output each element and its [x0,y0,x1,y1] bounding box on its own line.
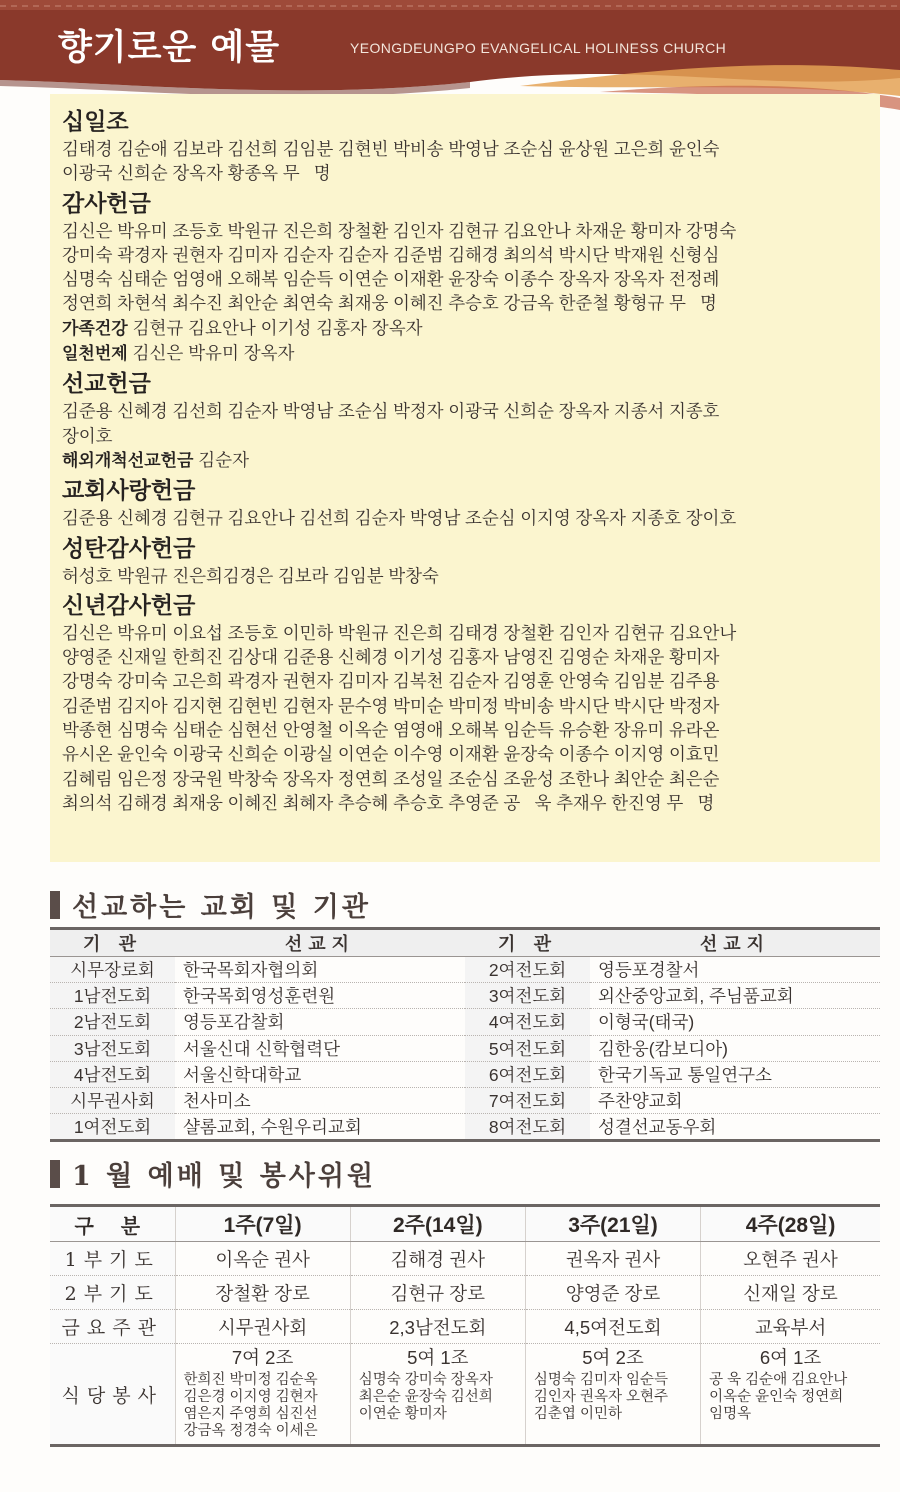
kitchen-members-cell: 심명숙 강미숙 장옥자 최은순 윤장숙 김선희 이연순 황미자 [350,1370,525,1446]
mission-place-cell: 한국기독교 통일연구소 [590,1061,880,1087]
new-year-names-line: 김혜림 임은정 장국원 박창숙 장옥자 정연희 조성일 조순심 조윤성 조한나 최안순 최은순 [62,768,720,789]
org-cell: 1남전도회 [50,983,175,1009]
org-cell: 6여전도회 [465,1061,590,1087]
page-title: 향기로운 예물 [58,28,281,68]
thanks-names-line: 강미숙 곽경자 권현자 김미자 김순자 김순자 김준범 김해경 최의석 박시단 박재원 신형심 [62,244,720,265]
new-year-names-line: 박종현 심명숙 심태순 심현선 안영철 이옥순 염영애 오해복 임순득 유승환 장유미 유라온 [62,720,720,741]
mission-place-cell: 영등포경찰서 [590,957,880,983]
service-section-header [50,1154,376,1193]
table-row [50,1087,880,1113]
mission-place-cell: 성결선교동우회 [590,1114,880,1141]
table-row [50,983,880,1009]
assignment-cell: 이옥순 권사 [175,1242,350,1276]
assignment-cell: 신재일 장로 [701,1276,880,1310]
new-year-names-line: 양영준 신재일 한희진 김상대 김준용 신혜경 이기성 김홍자 남영진 김영순 차재운 황미자 [62,647,720,668]
org-cell: 1여전도회 [50,1114,175,1141]
mission-place-cell: 서울신대 신학협력단 [175,1035,465,1061]
kitchen-role-cell: 식당봉사 [50,1344,175,1446]
org-cell: 시무권사회 [50,1087,175,1113]
new-year-names-line: 유시온 윤인숙 이광국 신희순 이광실 이연순 이수영 이재환 윤장숙 이종수 이지영 이효민 [62,744,720,765]
org-cell: 2남전도회 [50,1009,175,1035]
mission-place-cell: 한국목회영성훈련원 [175,983,465,1009]
org-cell: 7여전도회 [465,1087,590,1113]
kitchen-members-cell: 심명숙 김미자 임순득 김인자 권옥자 오현주 김춘엽 이민하 [525,1370,700,1446]
role-cell: 1부기도 [50,1242,175,1276]
mission-table-header-row [50,929,880,957]
column-header: 구 분 [50,1206,175,1242]
role-cell: 2부기도 [50,1276,175,1310]
service-table [50,1204,880,1447]
section-marker [50,891,60,919]
column-header: 4주(28일) [701,1206,880,1242]
assignment-cell: 교육부서 [701,1310,880,1344]
mission-section-header [50,885,371,924]
first-1000-line [62,341,862,366]
tithe-names-line: 이광국 신희순 장옥자 황종옥 무 명 [62,163,331,184]
tithe-names-line: 김태경 김순애 김보라 김선희 김임분 김현빈 박비송 박영남 조순심 윤상원 고은희 윤인숙 [62,139,720,159]
christmas-names-line: 허성호 박원규 진은희김경은 김보라 김임분 박창숙 [62,565,439,586]
service-section-title: 1 월 예배 및 봉사위원 [72,1161,377,1192]
column-header: 2주(14일) [350,1206,525,1242]
table-row [50,957,880,983]
assignment-cell: 2,3남전도회 [350,1310,525,1344]
org-cell: 3여전도회 [465,983,590,1009]
mission-place-cell: 천사미소 [175,1087,465,1113]
mission-place-cell: 김한웅(캄보디아) [590,1035,880,1061]
kitchen-members-cell: 공 욱 김순애 김요안나 이옥순 윤인숙 정연희 임명옥 [701,1370,880,1446]
missions-title: 선교헌금 [62,371,151,398]
kitchen-members-cell: 한희진 박미정 김순옥 김은경 이지영 김현자 염은지 주영희 심진선 강금옥 정경숙 이세은 [175,1370,350,1446]
column-header: 1주(7일) [175,1206,350,1242]
mission-section-title: 선교하는 교회 및 기관 [72,892,371,923]
kitchen-team-cell: 5여 2조 [525,1344,700,1371]
kitchen-team-cell: 5여 1조 [350,1344,525,1371]
mission-place-cell: 한국목회자협의회 [175,957,465,983]
assignment-cell: 4,5여전도회 [525,1310,700,1344]
missions-names-line: 김준용 신혜경 김선희 김순자 박영남 조순심 박정자 이광국 신희순 장옥자 지종서 지종호 [62,401,720,422]
org-cell: 4남전도회 [50,1061,175,1087]
mission-place-cell: 이형국(태국) [590,1009,880,1035]
family-health-label: 가족건강 [62,318,128,339]
org-cell: 시무장로회 [50,957,175,983]
column-header: 선교지 [590,929,880,957]
overseas-line [62,448,862,473]
assignment-cell: 권옥자 권사 [525,1242,700,1276]
org-cell: 5여전도회 [465,1035,590,1061]
first-1000-names: 김신은 박유미 장옥자 [132,343,295,364]
new-year-names-line: 김준범 김지아 김지현 김현빈 김현자 문수영 박미순 박미정 박비송 박시단 박시단 박정자 [62,695,720,716]
table-row [50,1009,880,1035]
overseas-label: 해외개척선교헌금 [62,450,194,471]
church-love-title: 교회사랑헌금 [62,478,196,505]
column-header: 기 관 [465,929,590,957]
kitchen-team-cell: 7여 2조 [175,1344,350,1371]
new-year-names-line: 최의석 김해경 최재웅 이혜진 최혜자 추승혜 추승호 추영준 공 욱 추재우 한진영 무 명 [62,792,715,813]
missions-names-line: 장이호 [62,425,113,446]
table-row [50,1242,880,1276]
new-year-title: 신년감사헌금 [62,592,196,619]
thanks-names-line: 김신은 박유미 조등호 박원규 진은희 장철환 김인자 김현규 김요안나 차재운 황미자 강명숙 [62,220,737,241]
new-year-names-line: 강명숙 강미숙 고은희 곽경자 권현자 김미자 김복천 김순자 김영훈 안영숙 김임분 김주용 [62,671,720,692]
first-1000-label: 일천번제 [62,344,128,365]
column-header: 선교지 [175,929,465,957]
assignment-cell: 김해경 권사 [350,1242,525,1276]
kitchen-members-row [50,1370,880,1446]
new-year-names-line: 김신은 박유미 이요섭 조등호 이민하 박원규 진은희 김태경 장철환 김인자 김현규 김요안나 [62,622,737,643]
family-health-names: 김현규 김요안나 이기성 김홍자 장옥자 [132,317,423,338]
mission-place-cell: 서울신학대학교 [175,1061,465,1087]
mission-place-cell: 주찬양교회 [590,1087,880,1113]
family-health-line [62,316,862,341]
column-header: 3주(21일) [525,1206,700,1242]
column-header: 기 관 [50,929,175,957]
assignment-cell: 양영준 장로 [525,1276,700,1310]
assignment-cell: 오현주 권사 [701,1242,880,1276]
table-row [50,1276,880,1310]
org-cell: 3남전도회 [50,1035,175,1061]
org-cell: 4여전도회 [465,1009,590,1035]
mission-place-cell: 외산중앙교회, 주님품교회 [590,983,880,1009]
kitchen-team-cell: 6여 1조 [701,1344,880,1371]
service-table-header-row [50,1206,880,1242]
table-row [50,1114,880,1141]
mission-place-cell: 영등포감찰회 [175,1009,465,1035]
mission-place-cell: 샬롬교회, 수원우리교회 [175,1114,465,1141]
thanks-names-line: 심명숙 심태순 엄영애 오해복 임순득 이연순 이재환 윤장숙 이종수 장옥자 장옥자 전정례 [62,269,720,290]
mission-table [50,927,880,1142]
christmas-title: 성탄감사헌금 [62,535,196,562]
thanks-names-line: 정연희 차현석 최수진 최안순 최연숙 최재웅 이혜진 추승호 강금옥 한준철 황형규 무 명 [62,293,717,314]
section-marker [50,1160,60,1188]
role-cell: 금요주관 [50,1310,175,1344]
thanks-title: 감사헌금 [62,190,151,217]
assignment-cell: 김현규 장로 [350,1276,525,1310]
tithe-title: 십일조 [62,109,129,135]
org-cell: 2여전도회 [465,957,590,983]
table-row [50,1310,880,1344]
table-row [50,1061,880,1087]
kitchen-team-row [50,1344,880,1371]
assignment-cell: 장철환 장로 [175,1276,350,1310]
overseas-names: 김순자 [198,449,249,470]
org-cell: 8여전도회 [465,1114,590,1141]
table-row [50,1035,880,1061]
church-name: YEONGDEUNGPO EVANGELICAL HOLINESS CHURCH [350,40,727,56]
church-love-names-line: 김준용 신혜경 김현규 김요안나 김선희 김순자 박영남 조순심 이지영 장옥자 지종호 장이호 [62,508,737,529]
offerings-panel [50,94,880,862]
assignment-cell: 시무권사회 [175,1310,350,1344]
